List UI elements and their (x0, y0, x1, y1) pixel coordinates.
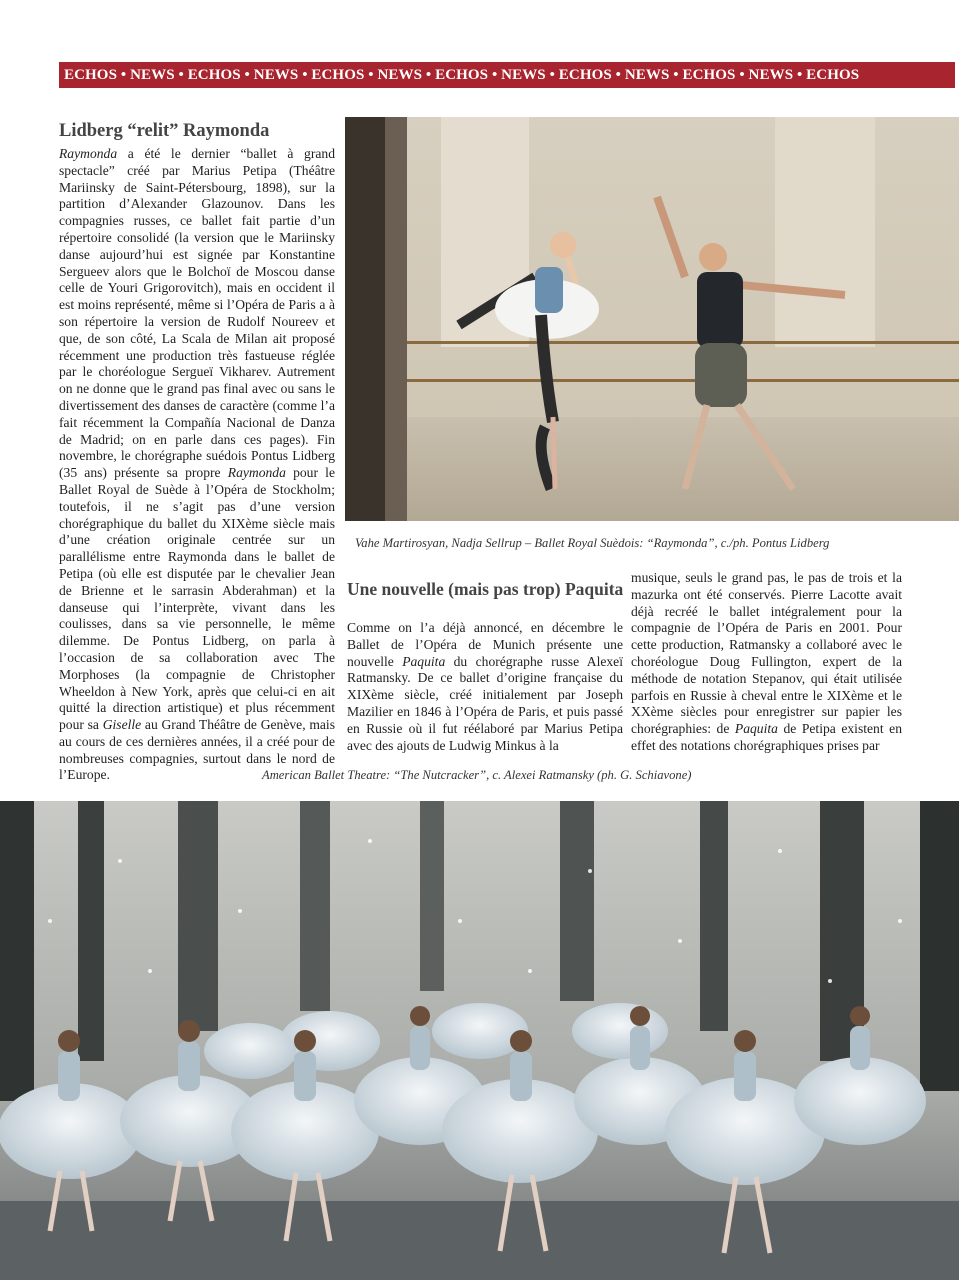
photo-nutcracker-snow-scene (0, 801, 959, 1280)
body-text: pour le Ballet Royal de Suède à l’Opéra de Stockholm; toutefois, il ne s’agit pas d’une version chorégraphique du ballet du XIXème siècle mais d’une création originale centrée sur un parallélisme entre Raymonda dans le ballet de Petipa (où elle est disputée par le chevalier Jean de Brienne et le sarrasin Abderahman) et la danseuse qui l’interprète, vivant dans les coulisses, dans sa vie personnelle, le même dilemme. De Pontus Lidberg, on parla à l’occasion de sa collaboration avec The Morphoses (la compagnie de Christopher Wheeldon à New York, après que celui-ci en ait quitté la direction artistique) et plus récemment pour sa (59, 465, 335, 733)
body-text: a été le dernier “ballet à grand spectacle” créé par Marius Petipa (Théâtre Mariinsky de Saint-Pétersbourg, 1898), sur la partition d’Alexander Glazounov. Dans les compagnies russes, ce ballet fait partie d’un répertoire consolidé (la version que le Mariinsky danse aujourd’hui est signée par Konstantine Sergueev alors que le Bolchoï de Moscou danse celle de Youri Grigorovitch), mais en occident il est moins représenté, même si l’Opéra de Paris a à son répertoire la version de Rudolf Noureev et que, de son côté, La Scala de Milan ait proposé récemment une production très fastueuse réglée par le choréologue Sergueï Vikharev. Autrement on ne donne que le grand pas final avec ou sans le divertissement des danses de caractère (comme l’a fait récemment la Compañía Nacional de Danza de Madrid; on en parle dans ces pages). Fin novembre, le chorégraphe suédois Pontus Lidberg (35 ans) présente sa propre (59, 146, 335, 481)
section-banner (59, 62, 955, 88)
photo-raymonda-rehearsal (345, 117, 959, 521)
body-text: Comme on l’a déjà annoncé, en décembre le Ballet de l’Opéra de Munich présente une nouvelle (347, 620, 623, 669)
italic-title: Raymonda (227, 465, 286, 481)
article-body-raymonda (59, 146, 335, 783)
article-title-paquita: Une nouvelle (mais pas trop) Paquita (347, 579, 624, 599)
body-text: au Grand Théâtre de Genève, mais au cours de ces dernières années, il a créé pour de nombreuses compagnies, surtout dans le nord de l’Europe. (59, 717, 335, 783)
italic-title: Giselle (102, 717, 142, 733)
italic-title: Raymonda (59, 146, 118, 161)
caption-raymonda: Vahe Martirosyan, Nadja Sellrup – Ballet Royal Suèdois: “Raymonda”, c./ph. Pontus Lidberg (355, 536, 830, 550)
rehearsal-illustration (345, 117, 959, 521)
body-text: du chorégraphe russe Alexeï Ratmansky. De ce ballet d’origine française du XIXème siècle, créé initialement par Joseph Mazilier en 1846 à l’Opéra de Paris, et puis passé en Russie où il fut réélaboré par Marius Petipa avec des ajouts de Ludwig Minkus à la (347, 653, 623, 753)
snow-scene-illustration (0, 801, 959, 1280)
caption-nutcracker: American Ballet Theatre: “The Nutcracker”, c. Alexei Ratmansky (ph. G. Schiavone) (262, 768, 692, 782)
article-title-raymonda: Lidberg “relit” Raymonda (59, 121, 270, 141)
italic-title: Paquita (734, 721, 778, 737)
article-body-paquita-col2 (631, 570, 902, 753)
italic-title: Paquita (402, 653, 446, 669)
article-body-paquita-col1 (347, 620, 623, 753)
banner-text: ECHOS • NEWS • ECHOS • NEWS • ECHOS • NEWS • ECHOS • NEWS • ECHOS • NEWS • ECHOS • NEWS • ECHOS (64, 67, 860, 83)
body-text: musique, seuls le grand pas, le pas de trois et la mazurka ont été conservés. Pierre Lacotte avait déjà recréé le ballet intégralement pour la compagnie de l’Opéra de Paris en 2001. Pour cette production, Ratmansky a collaboré avec le choréologue Doug Fullington, expert de la méthode de notation Stepanov, qui était utilisée parfois en Russie à cheval entre le XIXème et le XXème siècles pour enregistrer sur papier les chorégraphies: de (631, 570, 902, 737)
body-text: de Petipa existent en effet des notations chorégraphiques prises par (631, 721, 902, 753)
